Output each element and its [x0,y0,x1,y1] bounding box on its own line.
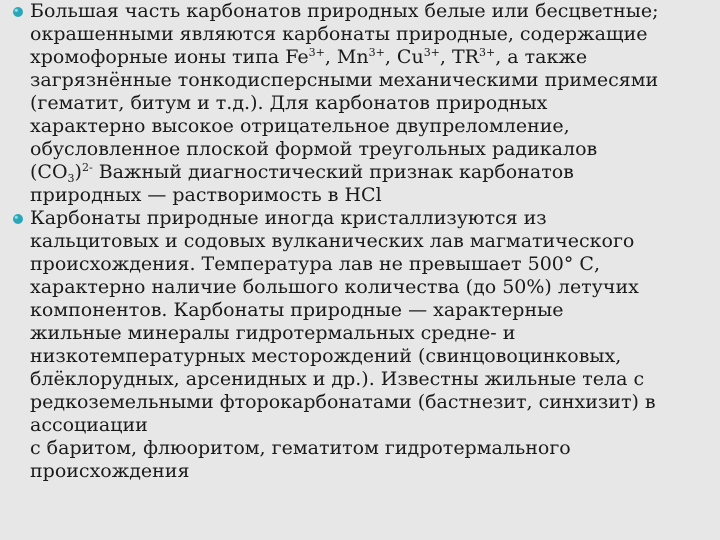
text-line: характерно наличие большого количества (до 50%) летучих [30,276,639,298]
bullet-text [30,207,716,483]
text-line: блёклорудных, арсенидных и др.). Известны жильные тела с [30,368,645,390]
text-line: загрязнённые тонкодисперсными механическими примесями [30,69,659,91]
text-fragment: (CO [30,161,68,183]
text-fragment: , TR [439,46,479,68]
text-fragment: 3+ [478,46,496,59]
bullet-carbonate-origin [12,207,716,483]
text-fragment: 2- [81,161,93,174]
text-line [30,161,716,184]
text-line: характерно высокое отрицательное двупреломление, [30,115,570,137]
text-fragment: 3+ [423,46,440,59]
slide-content [12,0,716,483]
text-line: низкотемпературных месторождений (свинцовоцинковых, [30,345,622,367]
text-line: (гематит, битум и т.д.). Для карбонатов природных [30,92,548,114]
text-line: с баритом, флюоритом, гематитом гидротермального [30,437,571,459]
text-line: обусловленное плоской формой треугольных радикалов [30,138,598,160]
bullet-marker-icon [12,213,24,225]
bullet-marker-icon [12,6,24,18]
text-fragment: , Cu [384,46,424,68]
text-line: жильные минералы гидротермальных средне- и [30,322,516,344]
text-fragment: хромофорные ионы типа Fe [30,46,309,68]
text-fragment: ) [74,161,82,183]
text-line [30,46,716,69]
text-fragment: 3+ [308,46,325,59]
bullet-carbonate-color [12,0,716,207]
text-fragment: , Mn [324,46,369,68]
text-line: ассоциации [30,414,148,436]
text-line: окрашенными являются карбонаты природные, содержащие [30,23,648,45]
text-line: кальцитовых и содовых вулканических лав магматического [30,230,635,252]
text-fragment: Важный диагностический признак карбонатов [92,161,574,183]
bullet-text [30,0,716,207]
text-fragment: , а также [495,46,588,68]
text-line: компонентов. Карбонаты природные — характерные [30,299,564,321]
text-line: Карбонаты природные иногда кристаллизуются из [30,207,547,229]
text-line: происхождения [30,460,190,482]
text-line: происхождения. Температура лав не превышает 500° С, [30,253,600,275]
text-fragment: 3+ [368,46,385,59]
text-line: природных — растворимость в HCl [30,184,382,206]
text-fragment: 3 [67,172,75,185]
text-line: Большая часть карбонатов природных белые или бесцветные; [30,0,659,22]
text-line: редкоземельными фторокарбонатами (бастнезит, синхизит) в [30,391,656,413]
